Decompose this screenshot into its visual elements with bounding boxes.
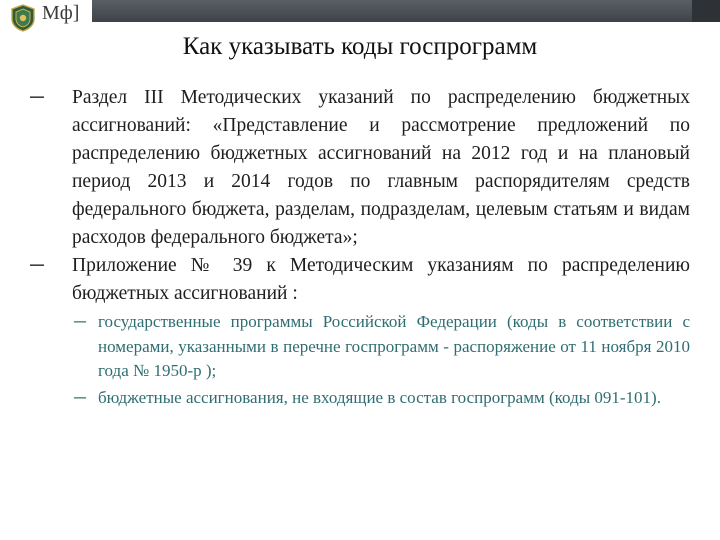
list-item-text: Приложение № 39 к Методическим указаниям по распределению бюджетных ассигнований : bbox=[72, 255, 690, 304]
header-corner bbox=[692, 0, 720, 22]
sub-list-item bbox=[30, 310, 690, 384]
sub-list-item-text: государственные программы Российской Федерации (коды в соответствии с номерами, указанными в перечне госпрограмм - распоряжение от 11 ноября 2010 года № 1950-р ); bbox=[98, 312, 690, 380]
ministry-emblem-icon bbox=[10, 4, 36, 32]
list-item-text: Раздел III Методических указаний по распределению бюджетных ассигнований: «Представление и рассмотрение предложений по распределению бюджетных ассигнований на 2012 год и на плановый период 2013 и 2014 годов по главным распорядителям средств федерального бюджета, разделам, подразделам, целевым статьям и видам расходов федерального бюджета»; bbox=[72, 87, 690, 248]
bullet-dash: ─ bbox=[74, 312, 87, 331]
header-bar bbox=[92, 0, 692, 22]
bullet-dash: ─ bbox=[74, 387, 87, 407]
bullet-dash: ─ bbox=[30, 255, 44, 276]
bullet-dash: ─ bbox=[30, 87, 44, 108]
sub-list-item bbox=[30, 386, 690, 411]
page-title: Как указывать коды госпрограмм bbox=[182, 33, 538, 60]
sub-list-item-text: бюджетные ассигнования, не входящие в состав госпрограмм (коды 091-101). bbox=[98, 387, 661, 407]
list-item bbox=[30, 84, 690, 252]
list-item bbox=[30, 252, 690, 308]
body-text bbox=[30, 84, 690, 410]
brand-label: Мф] bbox=[42, 2, 80, 24]
